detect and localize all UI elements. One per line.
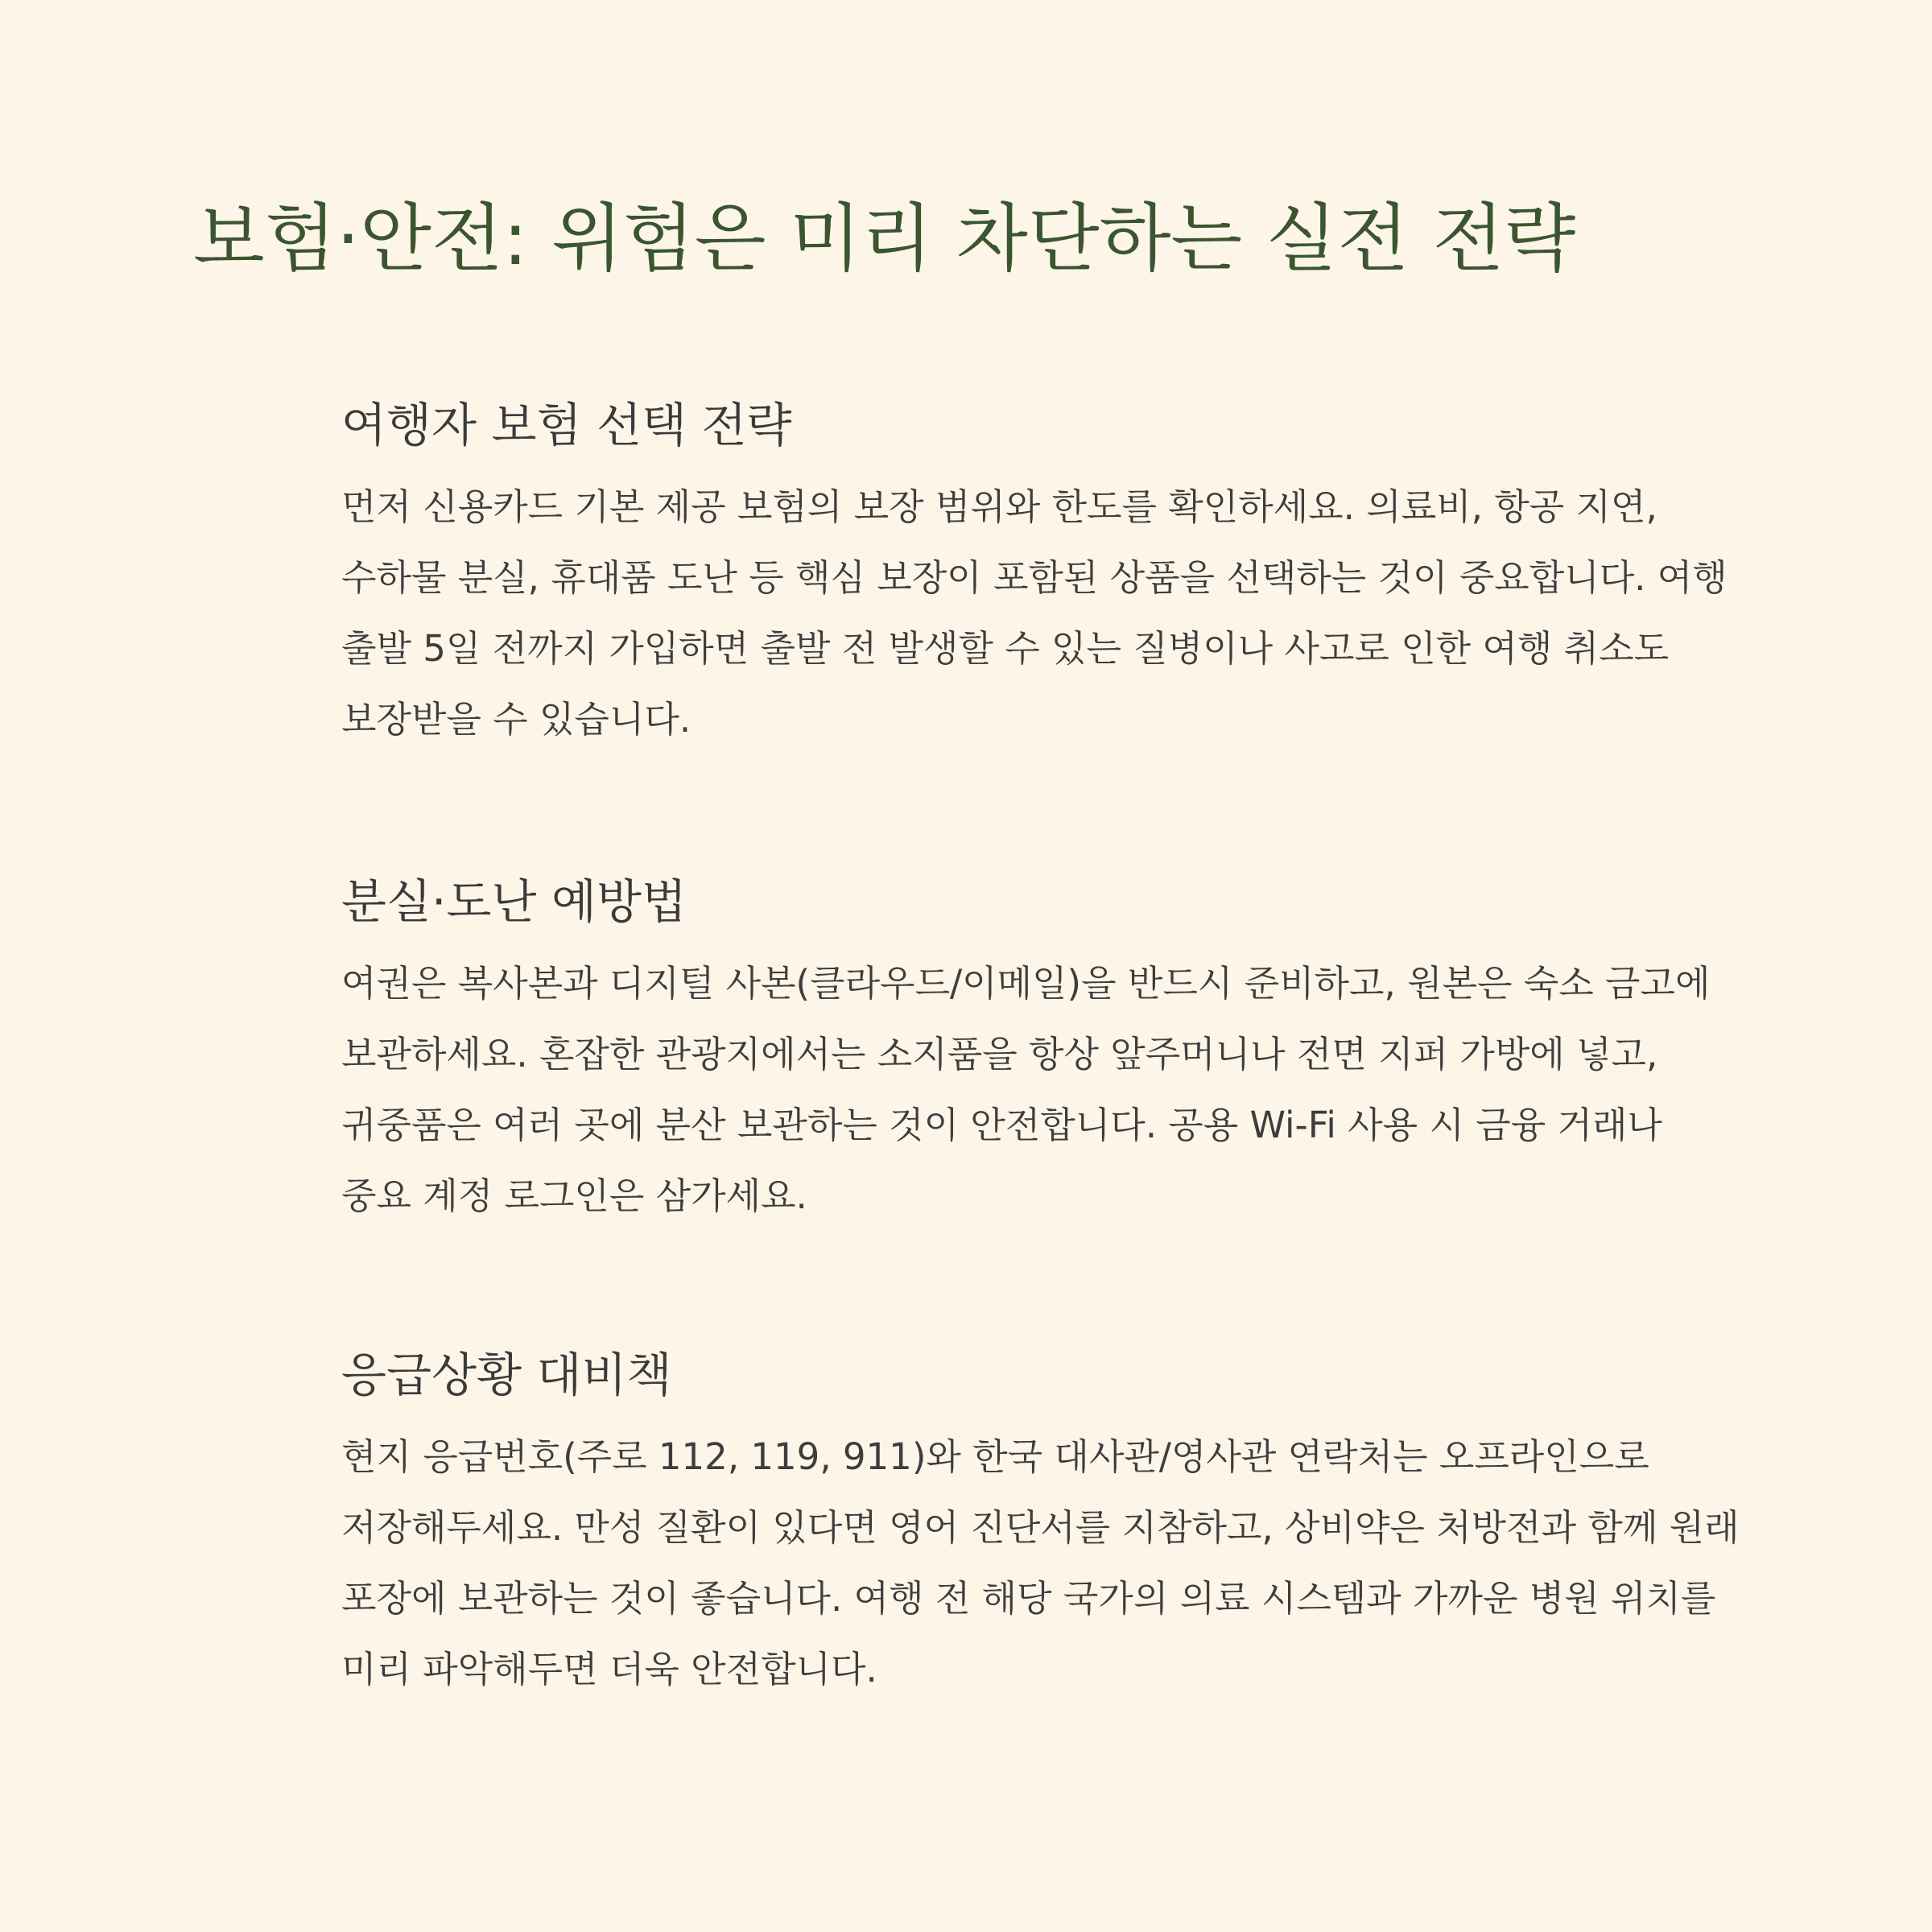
section-heading: 여행자 보험 선택 전략 (341, 398, 792, 452)
section-body: 여권은 복사본과 디지털 사본(클라우드/이메일)을 반드시 준비하고, 원본은 숙소 금고에 보관하세요. 혼잡한 관광지에서는 소지품을 항상 앞주머니나 전면 지퍼 가방에 넣고, 귀중품은 여러 곳에 분산 보관하는 것이 안전합니다. 공용 Wi-Fi 사용 시 금융 거래나 중요 계정 로그인은 삼가세요. (341, 962, 1711, 1217)
section-body: 현지 응급번호(주로 112, 119, 911)와 한국 대사관/영사관 연락처는 오프라인으로 저장해두세요. 만성 질환이 있다면 영어 진단서를 지참하고, 상비약은 처방전과 함께 원래 포장에 보관하는 것이 좋습니다. 여행 전 해당 국가의 의료 시스템과 가까운 병원 위치를 미리 파악해두면 더욱 안전합니다. (341, 1435, 1740, 1690)
section-loss-theft-prevention (341, 863, 1742, 1232)
section-travel-insurance (341, 386, 1742, 755)
section-emergency-preparedness (341, 1336, 1742, 1705)
section-body: 먼저 신용카드 기본 제공 보험의 보장 범위와 한도를 확인하세요. 의료비, 항공 지연, 수하물 분실, 휴대품 도난 등 핵심 보장이 포함된 상품을 선택하는 것이 중요합니다. 여행 출발 5일 전까지 가입하면 출발 전 발생할 수 있는 질병이나 사고로 인한 여행 취소도 보장받을 수 있습니다. (341, 485, 1728, 741)
section-heading: 분실·도난 예방법 (341, 874, 687, 929)
page-title: 보험·안전: 위험은 미리 차단하는 실전 전략 (193, 196, 1576, 282)
section-heading: 응급상황 대비책 (341, 1348, 672, 1402)
